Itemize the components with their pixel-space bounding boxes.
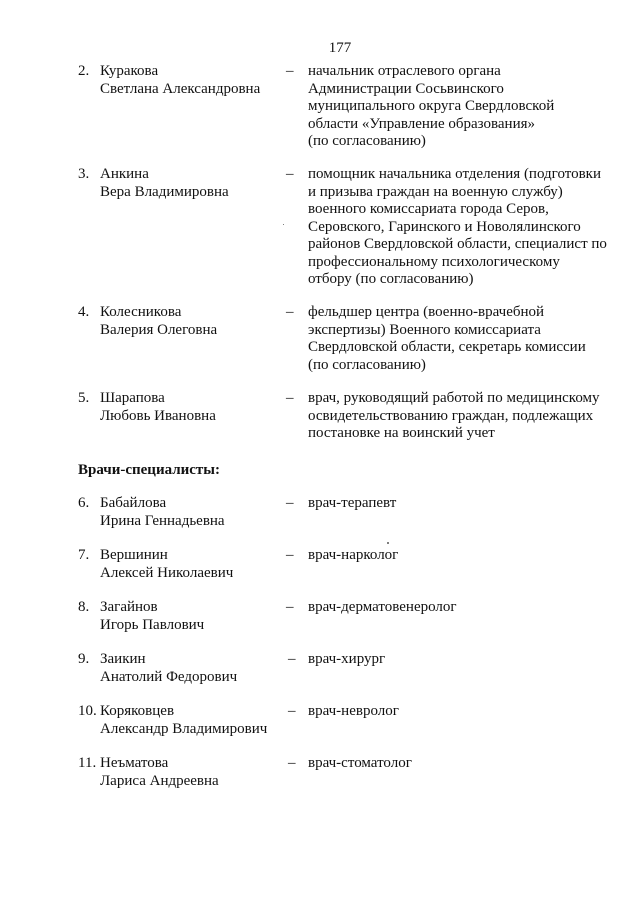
dash-separator: – (286, 390, 294, 406)
specialist-name (100, 495, 290, 530)
specialist-surname: Вершинин (100, 547, 168, 563)
specialist-name (100, 547, 290, 582)
role-line: врач, руководящий работой по медицинскому (308, 390, 600, 406)
specialist-given-names: Игорь Павлович (100, 616, 205, 633)
role-line: и призыва граждан на военную службу) (308, 183, 563, 200)
member-given-names: Вера Владимировна (100, 183, 229, 200)
role-line: области «Управление образования» (308, 115, 535, 132)
specialist-surname: Неъматова (100, 755, 169, 771)
dash-separator: – (286, 495, 294, 511)
specialist-name (100, 651, 290, 686)
role-line: начальник отраслевого органа (308, 63, 501, 79)
scan-speck (283, 224, 284, 225)
member-surname: Колесникова (100, 304, 182, 320)
specialist-name (100, 599, 290, 634)
member-role (308, 63, 554, 151)
entry-number: 9. (78, 651, 90, 667)
dash-separator: – (286, 547, 294, 563)
role-line: военного комиссариата города Серов, (308, 201, 549, 217)
dash-separator: – (286, 304, 294, 320)
entry-number: 10. (78, 703, 97, 719)
specialist-given-names: Александр Владимирович (100, 720, 268, 737)
member-name (100, 304, 290, 339)
member-given-names: Светлана Александровна (100, 80, 261, 97)
page-number: 177 (328, 40, 352, 56)
entry-number: 7. (78, 547, 90, 563)
member-name (100, 390, 290, 425)
member-surname: Шарапова (100, 390, 165, 406)
specialist-given-names: Анатолий Федорович (100, 668, 238, 685)
member-role (308, 166, 607, 289)
dash-separator: – (286, 63, 294, 79)
role-line: Серовского, Гаринского и Новолялинского (308, 218, 581, 235)
role-line: (по согласованию) (308, 133, 426, 149)
specialist-given-names: Лариса Андреевна (100, 772, 219, 789)
section-heading: Врачи-специалисты: (78, 462, 221, 478)
specialist-given-names: Ирина Геннадьевна (100, 512, 225, 529)
dash-separator: – (286, 599, 294, 615)
dash-separator: – (288, 755, 296, 771)
role-line: помощник начальника отделения (подготовки (308, 166, 601, 182)
specialist-role: врач-терапевт (308, 495, 397, 511)
entry-number: 2. (78, 63, 90, 79)
specialist-name (100, 755, 290, 790)
specialist-surname: Заикин (100, 651, 146, 667)
entry-number: 11. (78, 755, 97, 771)
member-given-names: Валерия Олеговна (100, 321, 218, 338)
role-line: муниципального округа Свердловской (308, 98, 555, 114)
member-name (100, 166, 290, 201)
specialist-surname: Коряковцев (100, 703, 175, 719)
specialist-role: врач-стоматолог (308, 755, 412, 771)
member-role (308, 304, 586, 374)
role-line: фельдшер центра (военно-врачебной (308, 304, 545, 320)
entry-number: 3. (78, 166, 90, 182)
role-line: (по согласованию) (308, 356, 426, 373)
role-line: Свердловской области, секретарь комиссии (308, 339, 586, 355)
role-line: освидетельствованию граждан, подлежащих (308, 407, 594, 424)
entry-number: 8. (78, 599, 90, 615)
member-given-names: Любовь Ивановна (100, 407, 216, 424)
specialist-name (100, 703, 290, 738)
role-line: экспертизы) Военного комиссариата (308, 321, 541, 338)
role-line: районов Свердловской области, специалист по (308, 236, 607, 252)
specialist-given-names: Алексей Николаевич (100, 564, 234, 581)
dash-separator: – (288, 703, 296, 719)
role-line: отбору (по согласованию) (308, 271, 474, 287)
specialist-role: врач-дерматовенеролог (308, 599, 457, 615)
entry-number: 4. (78, 304, 90, 320)
member-surname: Анкина (100, 166, 149, 182)
specialist-surname: Загайнов (100, 599, 158, 615)
role-line: постановке на воинский учет (308, 425, 495, 441)
entry-number: 5. (78, 390, 90, 406)
member-name (100, 63, 290, 98)
member-role (308, 390, 600, 443)
specialist-role: врач-нарколог (308, 547, 399, 563)
member-surname: Куракова (100, 63, 159, 79)
specialist-role: врач-хирург (308, 651, 386, 667)
specialist-surname: Бабайлова (100, 495, 167, 511)
dash-separator: – (286, 166, 294, 182)
entry-number: 6. (78, 495, 90, 511)
dash-separator: – (288, 651, 296, 667)
role-line: профессиональному психологическому (308, 253, 560, 270)
role-line: Администрации Сосьвинского (308, 80, 504, 97)
specialist-role: врач-невролог (308, 703, 399, 719)
scan-speck (387, 542, 389, 544)
